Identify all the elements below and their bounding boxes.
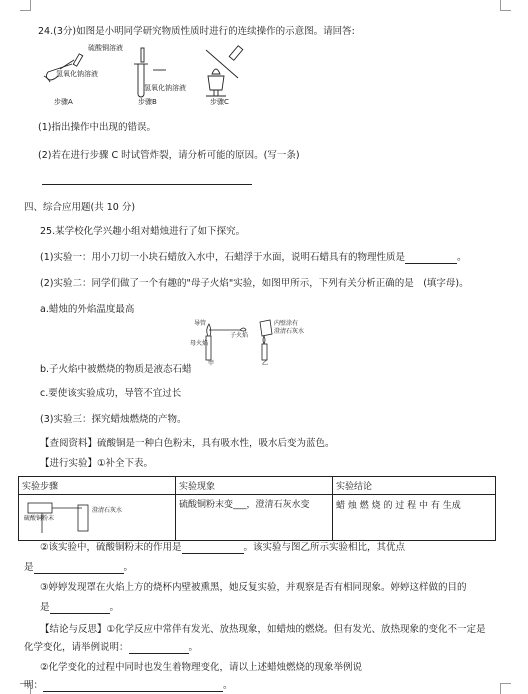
q25-reflect2-end: 。 [188,642,199,653]
q24-title: 24.(3分)如图是小明同学研究物质性质时进行的连续操作的示意图。请回答: [38,26,355,37]
q25-role-tail: 。该实验与图乙所示实验相比，其优点 [243,542,406,553]
q25-change-blank[interactable] [43,681,223,692]
corner-mark-top-left [20,0,31,11]
table-step-label-right: 澄清石灰水 [92,507,123,514]
fig-label-right1: 内壁涂有 [274,320,299,327]
table-header-cell: 实验结论 [333,477,496,495]
label-top-reagent: 硫酸铜溶液 [88,44,123,52]
section4-title: 四、综合应用题(共 10 分) [24,202,136,213]
q24-sub1: (1)指出操作中出现的错误。 [38,122,156,133]
q25-role-blank2[interactable] [34,563,124,574]
corner-mark-top-right [500,0,511,11]
q25-intro: 25.某学校化学兴趣小组对蜡烛进行了如下探究。 [40,226,246,237]
q24-figure [38,42,268,110]
fig-mark-yi: 乙 [262,360,269,367]
q25-opt-c: c.要使该实验成功，导管不宜过长 [40,388,182,399]
candle-figure [190,318,310,368]
label-reagent-a: 氢氧化钠溶液 [56,70,98,78]
q25-role-line2 [24,562,133,574]
q25-exp2: (2)实验二：同学们做了一个有趣的"母子火焰"实验，如图甲所示，下列有关分析正确的是 (填字母)。 [40,278,469,289]
table-header-cell: 实验现象 [176,477,333,495]
q25-reflect-line2 [24,642,198,654]
q25-opt-a: a.蜡烛的外焰温度最高 [40,304,135,315]
table-header-cell: 实验步骤 [19,477,176,495]
q25-role-is: 是 [24,562,34,573]
q25-role [40,542,405,554]
corner-mark-bottom-right [500,683,511,694]
q25-exp1 [40,252,466,264]
candle-jia-apparatus [206,324,249,360]
table-cell-step [19,495,176,541]
label-step-b: 步骤B [138,98,157,106]
q25-reflect: 【结论与反思】①化学反应中常伴有发光、放热现象，如蜡烛的燃烧。但有发光、放热现象的变化不一定是 [40,624,486,635]
step-c-apparatus [206,46,243,96]
label-reagent-b: 氢氧化钠溶液 [144,84,186,92]
q25-exp1-text: (1)实验一：用小刀切一小块石蜡放入水中，石蜡浮于水面，说明石蜡具有的物理性质是 [40,252,405,263]
experiment-table [18,476,496,541]
q25-role-blank[interactable] [182,543,244,554]
table-cell-phenomenon: 硫酸铜粉末变___，澄清石灰水变 [176,495,333,541]
q24-answer-blank[interactable] [42,174,252,185]
q25-reflect2-text: 化学变化，请举例说明： [24,642,129,653]
q25-proceed: 【进行实验】①补全下表。 [40,458,154,469]
q25-exp1-blank[interactable] [405,253,457,264]
q25-observe-blank[interactable] [50,603,110,614]
fig-label-left1: 导管 [194,320,207,327]
label-step-c: 步骤C [210,98,229,106]
q25-role-end: 。 [123,562,134,573]
q25-exp1-end: 。 [456,252,467,263]
table-step-label-left: 硫酸铜粉末 [24,515,55,522]
q24-sub2: (2)若在进行步骤 C 时试管炸裂，请分析可能的原因。(写一条) [38,150,300,161]
q25-observe-line2 [40,602,119,614]
fig-label-right2: 澄清石灰水 [274,328,305,335]
fig-label-left3: 母火焰 [190,340,209,347]
table-cell-conclusion: 蜡 烛 燃 烧 的 过 程 中 有 生成 [333,495,496,541]
table-row [19,495,496,541]
q25-reflect-blank[interactable] [129,643,189,654]
q25-change-end: 。 [223,680,233,691]
q25-change-tail: 明： [24,680,44,691]
q25-observe-is: 是 [40,602,50,613]
table-step-diagram [22,497,172,537]
q25-change-line2 [24,680,233,692]
q25-info: 【查阅资料】硫酸铜是一种白色粉末，具有吸水性，吸水后变为蓝色。 [40,438,335,449]
label-step-a: 步骤A [54,98,73,106]
fig-label-left2: 子火焰 [230,332,249,339]
candle-yi-apparatus [260,320,272,360]
q25-exp3: (3)实验三：探究蜡烛燃烧的产物。 [40,414,187,425]
q25-role-text: ②该实验中，硫酸铜粉末的作用是 [40,542,182,553]
fig-mark-jia: 甲 [208,360,215,367]
q25-opt-b: b.子火焰中被燃烧的物质是液态石蜡 [40,364,192,375]
q25-observe: ③婷婷发现罩在火焰上方的烧杯内壁被熏黑，她反复实验，并观察是否有相同现象。婷婷这样做的目的 [40,582,467,593]
table-header-row [19,477,496,495]
q25-observe-end: 。 [109,602,120,613]
q25-change: ②化学变化的过程中同时也发生着物理变化，请以上述蜡烛燃烧的现象举例说 [40,662,363,673]
